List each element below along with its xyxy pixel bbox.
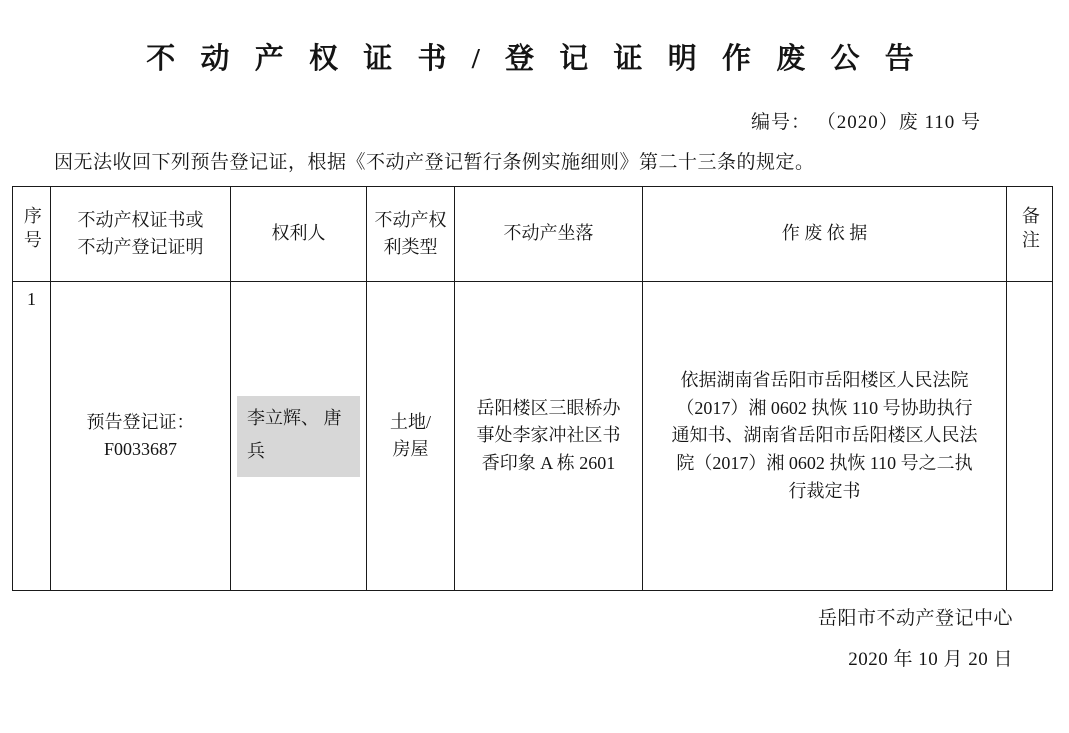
header-certificate-line1: 不动产权证书或 — [77, 209, 204, 230]
void-notice-table — [12, 186, 1053, 591]
issue-date: 2020 年 10 月 20 日 — [848, 649, 1013, 671]
cell-basis-line2: （2017）湘 0602 执恢 110 号协助执行 — [676, 397, 973, 418]
cell-certificate — [51, 282, 231, 591]
header-right-type-line2: 利类型 — [383, 237, 438, 258]
table-header-row — [13, 187, 1053, 282]
cell-basis-line4: 院（2017）湘 0602 执恢 110 号之二执 — [676, 453, 973, 474]
cell-owner-line1: 李立辉、 — [247, 408, 319, 429]
header-right-type — [367, 187, 455, 282]
header-owner — [231, 187, 367, 282]
cell-remark — [1007, 282, 1053, 591]
cell-certificate-line1: 预告登记证： — [86, 411, 195, 432]
header-certificate — [51, 187, 231, 282]
page-title: 不 动 产 权 证 书 / 登 记 证 明 作 废 公 告 — [146, 43, 923, 75]
header-location-label: 不动产坐落 — [503, 223, 594, 244]
header-remark-label: 备注 — [1019, 205, 1040, 254]
cell-location-line1: 岳阳楼区三眼桥办 — [476, 397, 621, 418]
cell-basis-line1: 依据湖南省岳阳市岳阳楼区人民法院 — [680, 369, 969, 390]
header-seq-label: 序号 — [21, 205, 42, 254]
cell-right-type-line1: 土地/ — [389, 411, 431, 432]
header-owner-label: 权利人 — [271, 223, 326, 244]
document-page — [0, 42, 1069, 733]
lead-paragraph: 因无法收回下列预告登记证，根据《不动产登记暂行条例实施细则》第二十三条的规定。 — [54, 151, 815, 173]
cell-right-type — [367, 282, 455, 591]
owner-highlight-box — [237, 396, 360, 477]
cell-location-line2: 事处李家冲社区书 — [476, 425, 621, 446]
cell-certificate-line2: F0033687 — [103, 439, 177, 460]
header-basis-label: 作 废 依 据 — [781, 223, 868, 244]
issuing-organization: 岳阳市不动产登记中心 — [817, 608, 1013, 630]
header-location — [455, 187, 643, 282]
cell-location — [455, 282, 643, 591]
cell-right-type-line2: 房屋 — [392, 439, 429, 460]
header-certificate-line2: 不动产登记证明 — [77, 237, 204, 258]
cell-owner — [231, 282, 367, 591]
cell-basis-line5: 行裁定书 — [788, 481, 861, 502]
document-number: 编号： （2020）废 110 号 — [750, 111, 981, 133]
table-row — [13, 282, 1053, 591]
header-seq — [13, 187, 51, 282]
header-remark — [1007, 187, 1053, 282]
cell-basis-line3: 通知书、湖南省岳阳市岳阳楼区人民法 — [671, 425, 978, 446]
cell-seq: 1 — [13, 282, 51, 591]
header-basis — [643, 187, 1007, 282]
cell-location-line3: 香印象 A 栋 2601 — [481, 453, 616, 474]
document-footer — [0, 609, 1069, 671]
header-right-type-line1: 不动产权 — [374, 209, 447, 230]
cell-basis — [643, 282, 1007, 591]
cell-owner-line2: 唐兵 — [247, 408, 342, 462]
